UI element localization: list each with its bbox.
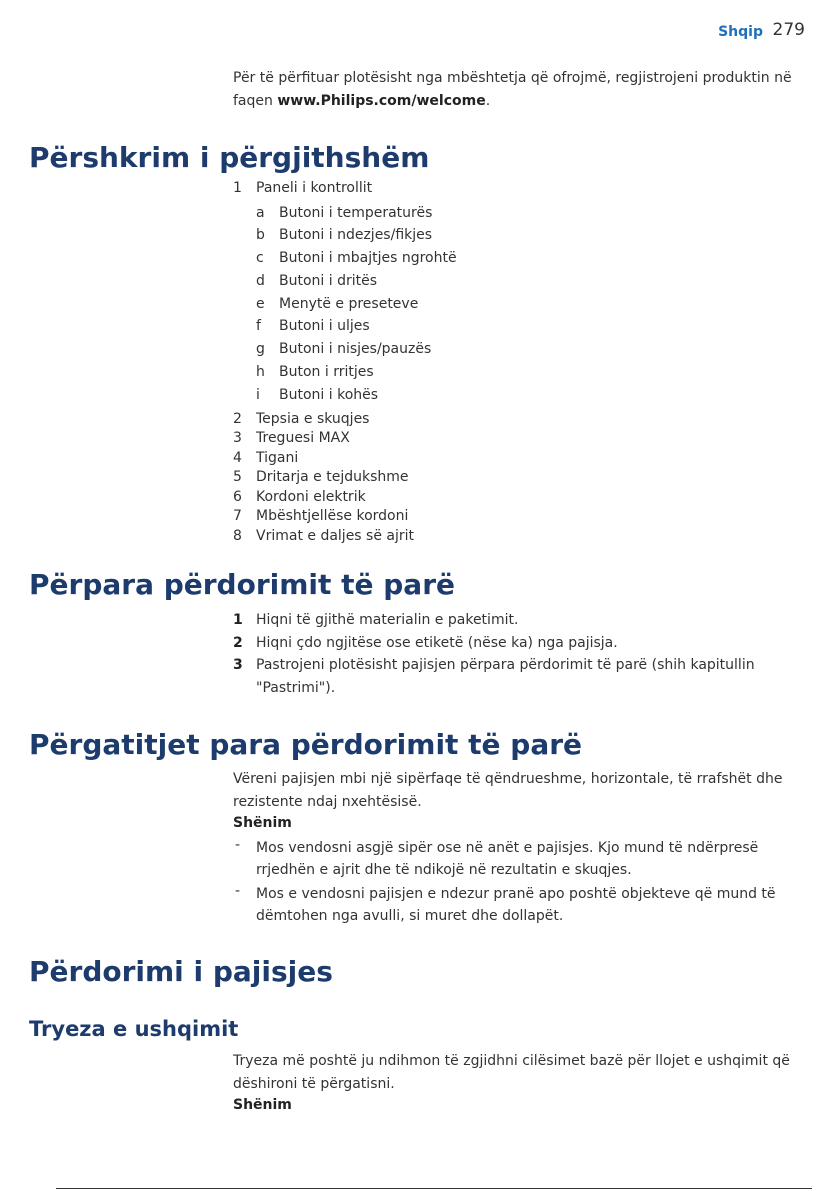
sub-item (256, 247, 793, 270)
note-item (233, 837, 793, 881)
note-text: Mos e vendosni pajisjen e ndezur pranë apo poshtë objekteve që mund të dëmtohen nga avulli, si muret dhe dollapët. (256, 886, 776, 924)
sub-item (256, 338, 793, 361)
sub-item-letter: c (256, 250, 264, 267)
sub-item (256, 293, 793, 316)
sub-item-letter: b (256, 227, 265, 244)
item-label: Treguesi MAX (256, 430, 350, 447)
step-number: 2 (233, 634, 243, 651)
intro-link[interactable]: www.Philips.com/welcome (277, 92, 486, 109)
subsection-title-food-table: Tryeza e ushqimit (29, 1017, 239, 1041)
sub-item-letter: a (256, 204, 265, 221)
item-number: 6 (233, 488, 242, 505)
sub-item (256, 202, 793, 225)
step-text: Pastrojeni plotësisht pajisjen përpara përdorimit të parë (shih kapitullin "Pastrimi"). (256, 657, 755, 696)
overview-item (233, 507, 793, 527)
item-number: 1 (233, 180, 242, 196)
page-number: 279 (772, 20, 805, 40)
item-number: 5 (233, 469, 242, 486)
overview-item (233, 410, 793, 430)
sub-item-letter: h (256, 364, 265, 381)
item-label: Tepsia e skuqjes (256, 410, 370, 427)
sub-item-label: Butoni i ndezjes/fikjes (279, 227, 433, 244)
overview-list (233, 179, 793, 546)
item-label: Tigani (256, 449, 299, 466)
overview-item (233, 468, 793, 488)
first-use-steps (233, 609, 793, 699)
overview-item (233, 488, 793, 508)
note-item (233, 883, 793, 927)
note-label: Shënim (233, 815, 292, 831)
dash-bullet: - (235, 837, 241, 853)
sub-item-letter: f (256, 318, 261, 335)
sub-item (256, 270, 793, 293)
food-table-paragraph: Tryeza më poshtë ju ndihmon të zgjidhni cilësimet bazë për llojet e ushqimit që dëshironi të përgatisni. (233, 1053, 790, 1092)
preparation-paragraph: Vëreni pajisjen mbi një sipërfaqe të qëndrueshme, horizontale, të rrafshët dhe rezistente ndaj nxehtësisë. (233, 771, 783, 810)
intro-text-end: . (485, 92, 491, 109)
note-text: Mos vendosni asgjë sipër ose në anët e pajisjes. Kjo mund të ndërpresë rrjedhën e ajrit dhe të ndikojë në rezultatin e skuqjes. (256, 840, 759, 878)
sub-item-label: Butoni i temperaturës (279, 204, 433, 221)
language-label: Shqip (718, 24, 763, 40)
item-label: Mbështjellëse kordoni (256, 508, 409, 525)
sub-item-letter: e (256, 295, 265, 312)
sub-item-letter: d (256, 272, 265, 289)
step-number: 3 (233, 657, 243, 673)
sub-item (256, 361, 793, 384)
note-label: Shënim (233, 1097, 292, 1113)
intro-text: Për të përfituar plotësisht nga mbështetja që ofrojmë, regjistrojeni produktin në faqen (233, 70, 792, 109)
item-number: 7 (233, 508, 242, 525)
item-number: 8 (233, 527, 242, 544)
intro-paragraph (233, 67, 805, 112)
item-number: 3 (233, 430, 242, 447)
dash-bullet: - (235, 883, 241, 899)
item-label: Kordoni elektrik (256, 488, 366, 505)
section-title-preparation: Përgatitjet para përdorimit të parë (29, 728, 583, 761)
sub-item-label: Butoni i uljes (279, 318, 370, 335)
sub-item (256, 315, 793, 338)
section-title-before-first-use: Përpara përdorimit të parë (29, 568, 456, 601)
overview-item (233, 449, 793, 469)
section-title-overview: Përshkrim i përgjithshëm (29, 141, 430, 174)
step-text: Hiqni çdo ngjitëse ose etiketë (nëse ka) nga pajisja. (256, 634, 618, 651)
overview-item (233, 527, 793, 547)
step-number: 1 (233, 612, 243, 628)
preparation-notes (233, 837, 793, 929)
footer-rule (56, 1188, 812, 1189)
step-item (233, 609, 793, 632)
item-label: Vrimat e daljes së ajrit (256, 527, 415, 544)
sub-item-label: Buton i rritjes (279, 364, 374, 381)
sub-item-label: Butoni i dritës (279, 272, 378, 289)
overview-item (233, 429, 793, 449)
step-text: Hiqni të gjithë materialin e paketimit. (256, 612, 519, 628)
item-label: Dritarja e tejdukshme (256, 469, 409, 486)
sub-item-label: Butoni i nisjes/pauzës (279, 341, 432, 358)
sub-item (256, 224, 793, 247)
control-panel-sublist (256, 202, 793, 407)
item-number: 4 (233, 449, 242, 466)
sub-item (256, 384, 793, 407)
sub-item-label: Butoni i mbajtjes ngrohtë (279, 250, 457, 267)
step-item (233, 632, 793, 655)
sub-item-label: Butoni i kohës (279, 386, 379, 403)
section-title-usage: Përdorimi i pajisjes (29, 955, 333, 988)
item-label: Paneli i kontrollit (256, 180, 373, 196)
sub-item-letter: i (256, 386, 260, 403)
item-number: 2 (233, 410, 242, 427)
sub-item-label: Menytë e preseteve (279, 295, 419, 312)
step-item (233, 654, 793, 699)
overview-item (233, 179, 793, 407)
sub-item-letter: g (256, 341, 265, 358)
